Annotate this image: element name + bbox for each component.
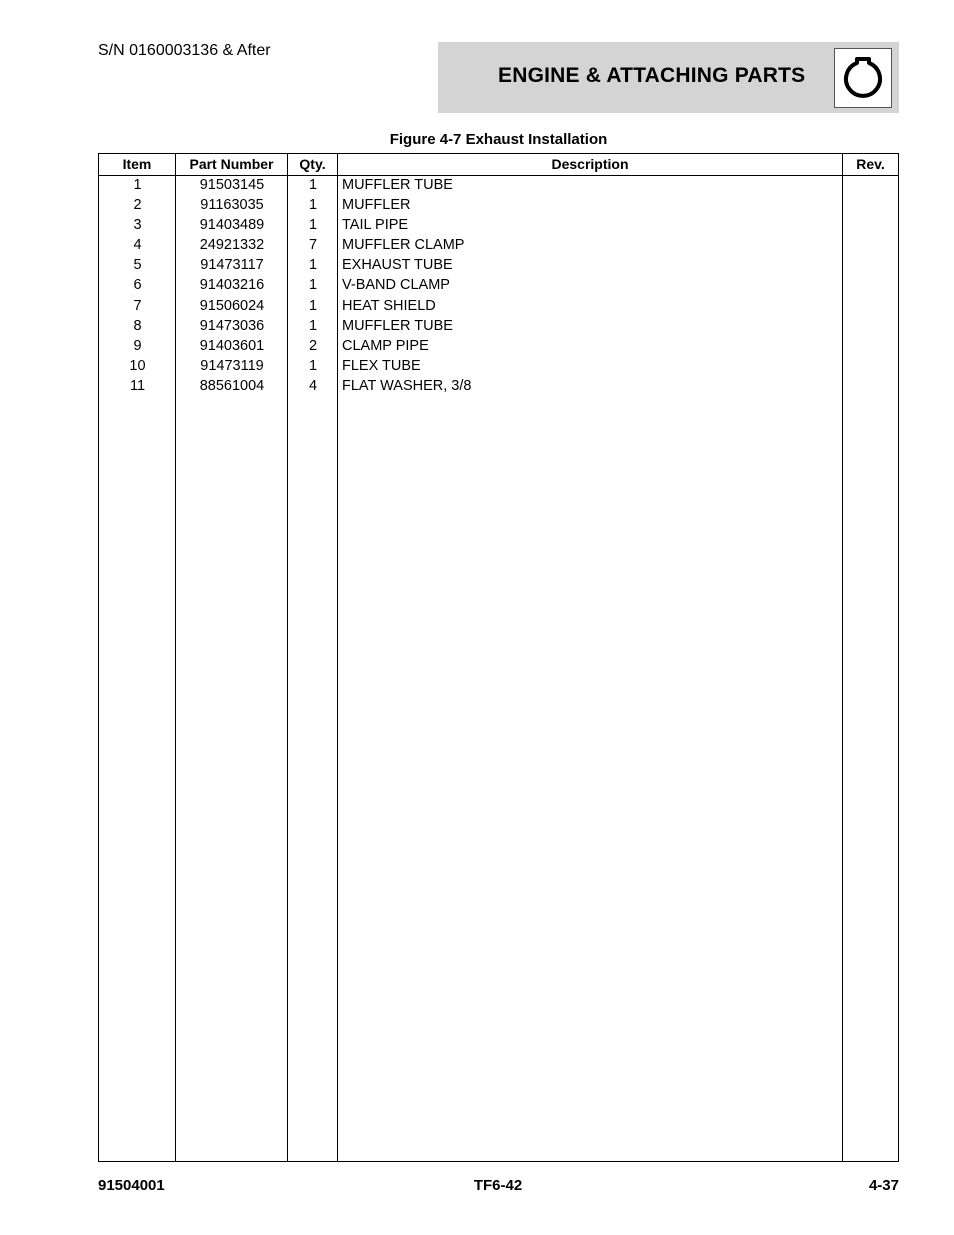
cell-qty: 1 xyxy=(308,257,318,274)
cell-part-number: 91503145 xyxy=(199,177,265,193)
cell-description: MUFFLER CLAMP xyxy=(342,237,465,254)
cell-qty: 1 xyxy=(308,197,318,214)
cell-description: MUFFLER TUBE xyxy=(342,177,453,193)
cell-description: FLAT WASHER, 3/8 xyxy=(342,377,472,394)
engine-icon-box xyxy=(834,48,892,108)
column-header-description: Description xyxy=(551,156,629,172)
column-header-qty: Qty. xyxy=(299,156,326,172)
table-row xyxy=(99,256,898,276)
cell-qty: 4 xyxy=(308,377,318,394)
cell-qty: 7 xyxy=(308,237,318,254)
cell-item: 10 xyxy=(129,357,146,374)
footer-doc-number: 91504001 xyxy=(98,1177,165,1194)
column-header-rev: Rev. xyxy=(856,156,885,172)
cell-part-number: 91403489 xyxy=(199,217,265,234)
table-row xyxy=(99,297,898,317)
table-row xyxy=(99,196,898,216)
table-body xyxy=(99,176,898,397)
cell-part-number: 91473119 xyxy=(200,357,264,374)
cell-description: EXHAUST TUBE xyxy=(342,257,453,274)
cell-description: CLAMP PIPE xyxy=(342,337,429,354)
cell-item: 6 xyxy=(133,277,142,294)
cell-qty: 1 xyxy=(308,277,318,294)
cell-part-number: 91473117 xyxy=(200,257,264,274)
cell-part-number: 24921332 xyxy=(199,237,265,254)
cell-description: MUFFLER TUBE xyxy=(342,317,453,334)
table-row xyxy=(99,317,898,337)
table-row xyxy=(99,276,898,296)
cell-part-number: 88561004 xyxy=(199,377,265,394)
table-row xyxy=(99,357,898,377)
cell-qty: 1 xyxy=(308,177,318,193)
cell-part-number: 91506024 xyxy=(199,297,265,314)
cell-item: 11 xyxy=(129,377,146,394)
cell-description: MUFFLER xyxy=(342,197,411,214)
cell-qty: 1 xyxy=(308,317,318,334)
cell-item: 4 xyxy=(133,237,142,254)
table-row xyxy=(99,377,898,397)
cell-part-number: 91403601 xyxy=(199,337,265,354)
cell-item: 5 xyxy=(133,257,142,274)
table-row xyxy=(99,236,898,256)
table-row xyxy=(99,176,898,196)
cell-description: HEAT SHIELD xyxy=(342,297,436,314)
cell-item: 9 xyxy=(133,337,142,354)
cell-part-number: 91163035 xyxy=(200,197,264,214)
cell-description: TAIL PIPE xyxy=(342,217,409,234)
section-title: ENGINE & ATTACHING PARTS xyxy=(498,64,806,87)
cell-qty: 1 xyxy=(308,297,318,314)
cell-item: 2 xyxy=(133,197,142,214)
cell-description: FLEX TUBE xyxy=(342,357,421,374)
cell-item: 7 xyxy=(133,297,142,314)
parts-table xyxy=(98,153,899,1162)
section-banner xyxy=(438,42,899,113)
table-row xyxy=(99,216,898,236)
serial-number-range: S/N 0160003136 & After xyxy=(98,42,271,59)
engine-icon xyxy=(839,53,887,103)
cell-item: 1 xyxy=(133,177,142,193)
cell-part-number: 91403216 xyxy=(199,277,265,294)
footer-page-number: 4-37 xyxy=(868,1177,899,1194)
cell-qty: 1 xyxy=(308,217,318,234)
column-header-part-number: Part Number xyxy=(189,156,274,172)
cell-qty: 1 xyxy=(308,357,318,374)
column-header-item: Item xyxy=(122,156,152,172)
cell-item: 8 xyxy=(133,317,142,334)
figure-title: Figure 4-7 Exhaust Installation xyxy=(389,131,608,148)
cell-part-number: 91473036 xyxy=(199,317,265,334)
table-row xyxy=(99,337,898,357)
footer-model: TF6-42 xyxy=(473,1177,523,1194)
cell-item: 3 xyxy=(133,217,142,234)
cell-qty: 2 xyxy=(308,337,318,354)
cell-description: V-BAND CLAMP xyxy=(342,277,450,294)
